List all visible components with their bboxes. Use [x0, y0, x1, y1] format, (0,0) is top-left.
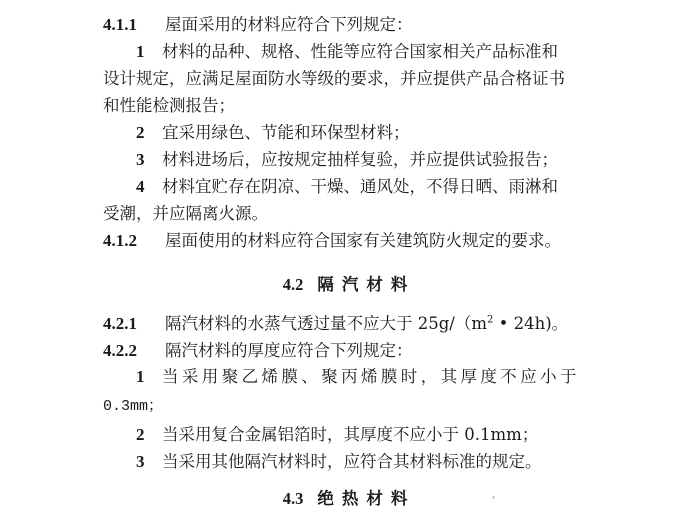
item-text: 当采用复合金属铝箔时，其厚度不应小于 0.1mm；	[162, 425, 539, 444]
clause-number: 4.1.2	[103, 231, 137, 250]
clause-4-2-1	[103, 313, 568, 335]
clause-number: 4.2.1	[103, 314, 137, 333]
section-heading-4-3	[0, 488, 698, 510]
clause-4-1-1	[103, 14, 413, 36]
item-number: 4	[136, 177, 145, 196]
item-4-1-1-4-cont	[103, 203, 268, 225]
clause-text-a: 隔汽材料的水蒸气透过量不应大于 25g/（m	[165, 314, 488, 333]
item-text-line3: 和性能检测报告；	[103, 96, 235, 115]
item-4-2-2-3	[136, 451, 542, 473]
item-text: 当采用其他隔汽材料时，应符合其材料标准的规定。	[162, 452, 542, 471]
section-heading-4-2	[0, 274, 698, 296]
item-text: 宜采用绿色、节能和环保型材料；	[162, 123, 410, 142]
item-4-2-2-1	[136, 366, 580, 388]
clause-4-1-2	[103, 230, 561, 252]
item-4-1-1-4	[136, 176, 558, 198]
clause-text: 屋面使用的材料应符合国家有关建筑防火规定的要求。	[165, 231, 561, 250]
item-4-1-1-1-cont2	[103, 95, 235, 117]
item-number: 3	[136, 452, 145, 471]
item-text-line2: 设计规定，应满足屋面防水等级的要求，并应提供产品合格证书	[103, 69, 565, 88]
superscript: 2	[487, 314, 494, 326]
item-text-line2: 0.3mm；	[103, 398, 164, 415]
item-text-line1: 材料的品种、规格、性能等应符合国家相关产品标准和	[162, 42, 558, 61]
clause-number: 4.1.1	[103, 15, 137, 34]
item-number: 2	[136, 123, 145, 142]
item-text-line1: 当采用聚乙烯膜、聚丙烯膜时，其厚度不应小于	[162, 367, 580, 386]
item-number: 1	[136, 367, 145, 386]
section-number: 4.2	[282, 275, 304, 294]
section-title: 隔汽材料	[317, 275, 416, 294]
item-4-1-1-1-cont	[103, 68, 565, 90]
item-text-line1: 材料宜贮存在阴凉、干燥、通风处，不得日晒、雨淋和	[162, 177, 558, 196]
section-number: 4.3	[282, 489, 304, 508]
clause-4-2-2	[103, 340, 413, 362]
item-text-line2: 受潮，并应隔离火源。	[103, 204, 268, 223]
item-4-1-1-3	[136, 149, 558, 171]
clause-text: 隔汽材料的厚度应符合下列规定：	[165, 341, 413, 360]
clause-number: 4.2.2	[103, 341, 137, 360]
item-4-2-2-1-cont	[103, 396, 163, 418]
item-number: 1	[136, 42, 145, 61]
item-number: 2	[136, 425, 145, 444]
item-4-1-1-1	[136, 41, 558, 63]
section-title: 绝热材料	[317, 489, 416, 508]
item-4-1-1-2	[136, 122, 410, 144]
item-text: 材料进场后，应按规定抽样复验，并应提供试验报告；	[162, 150, 558, 169]
item-number: 3	[136, 150, 145, 169]
item-4-2-2-2	[136, 424, 538, 446]
clause-text-b: • 24h)。	[493, 314, 569, 333]
clause-text: 屋面采用的材料应符合下列规定：	[165, 15, 413, 34]
